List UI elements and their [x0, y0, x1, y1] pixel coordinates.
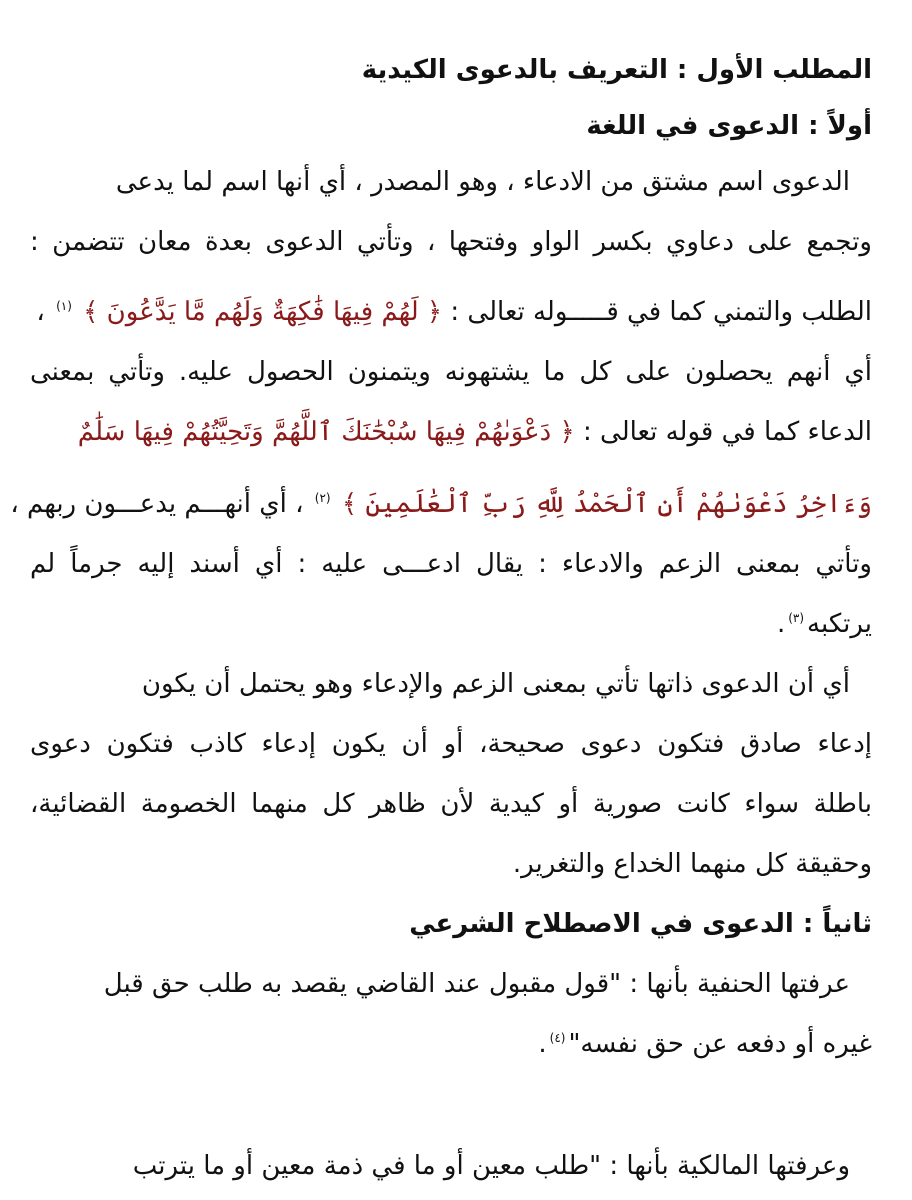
- punctuation: .: [538, 1029, 547, 1059]
- footnote-ref: (١): [56, 299, 72, 314]
- paragraph-line: عرفتها الحنفية بأنها : "قول مقبول عند القاضي يقصد به طلب حق قبل: [103, 969, 850, 999]
- paragraph-line: وتجمع على دعاوي بكسر الواو وفتحها ، وتأتي الدعوى بعدة معان تتضمن :: [30, 227, 872, 257]
- paragraph-line: وتأتي بمعنى الزعم والادعاء : يقال ادعـــى عليه : أي أسند إليه جرماً لم: [30, 549, 872, 579]
- paragraph-line: الدعوى اسم مشتق من الادعاء ، وهو المصدر ، أي أنها اسم لما يدعى: [115, 167, 850, 197]
- punctuation: .: [776, 609, 786, 639]
- subheading-terminology: ثانياً : الدعوى في الاصطلاح الشرعي: [409, 909, 872, 939]
- paragraph-line-with-verse: [30, 412, 872, 452]
- paragraph-text: غيره أو دفعه عن حق نفسه": [568, 1029, 872, 1059]
- paragraph-text: الطلب والتمني كما في قـــــوله تعالى :: [450, 297, 872, 327]
- punctuation: ،: [36, 297, 45, 327]
- quran-verse: ﴿ لَهُمْ فِيهَا فَٰكِهَةٌ وَلَهُم مَّا يَدَّعُونَ ﴾: [83, 297, 443, 327]
- paragraph-line: باطلة سواء كانت صورية أو كيدية لأن ظاهر كل منهما الخصومة القضائية،: [30, 789, 872, 819]
- paragraph-line: [30, 1024, 872, 1064]
- quran-verse: وَءَاخِرُ دَعْوَىٰهُمْ أَنِ ٱلْحَمْدُ لِلَّهِ رَبِّ ٱلْعَٰلَمِينَ ﴾: [341, 489, 872, 519]
- paragraph-text: ، أي أنهـــم يدعـــون ربهم ،: [10, 489, 304, 519]
- section-heading: المطلب الأول : التعريف بالدعوى الكيدية: [361, 55, 872, 85]
- paragraph-line-with-verse: [10, 484, 872, 524]
- quran-verse: ﴿ دَعْوَىٰهُمْ فِيهَا سُبْحَٰنَكَ ٱللَّهُمَّ وَتَحِيَّتُهُمْ فِيهَا سَلَٰمٌ: [77, 417, 575, 447]
- paragraph-line: أي أن الدعوى ذاتها تأتي بمعنى الزعم والإدعاء وهو يحتمل أن يكون: [141, 669, 850, 699]
- paragraph-line: وحقيقة كل منهما الخداع والتغرير.: [512, 849, 872, 879]
- paragraph-text: الدعاء كما في قوله تعالى :: [583, 417, 872, 447]
- paragraph-line: إدعاء صادق فتكون دعوى صحيحة، أو أن يكون إدعاء كاذب فتكون دعوى: [30, 729, 872, 759]
- footnote-ref: (٤): [549, 1031, 566, 1046]
- paragraph-line-with-verse: [30, 292, 872, 332]
- paragraph-text: يرتكبه: [807, 609, 872, 639]
- subheading-language: أولاً : الدعوى في اللغة: [586, 111, 872, 141]
- footnote-ref: (٢): [314, 491, 331, 506]
- paragraph-line: [30, 604, 872, 644]
- footnote-ref: (٣): [788, 611, 805, 626]
- paragraph-line: وعرفتها المالكية بأنها : "طلب معين أو ما في ذمة معين أو ما يترتب: [132, 1151, 850, 1181]
- paragraph-line: أي أنهم يحصلون على كل ما يشتهونه ويتمنون الحصول عليه. وتأتي بمعنى: [30, 357, 872, 387]
